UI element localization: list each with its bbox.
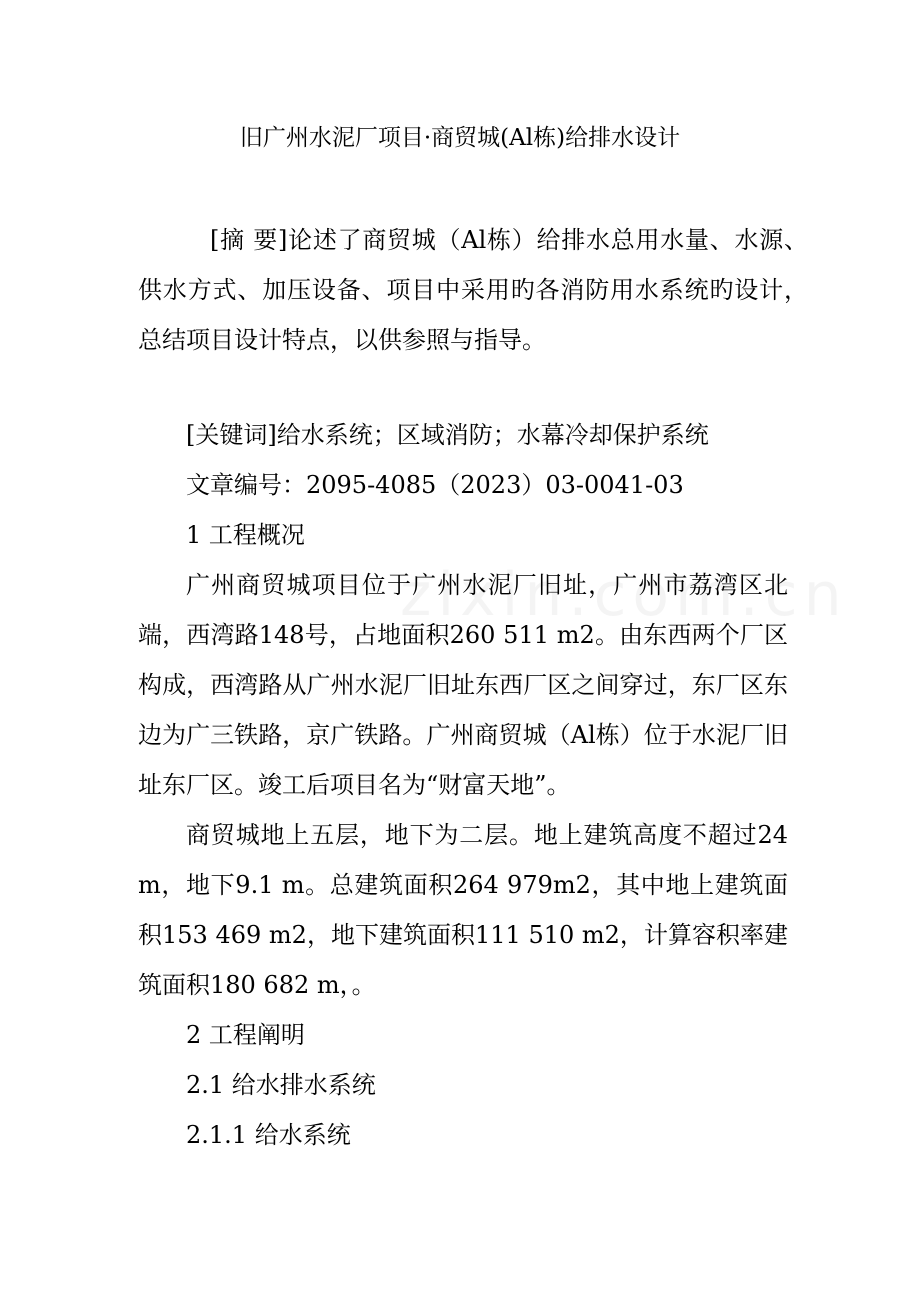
section-1-paragraph-2: 商贸城地上五层，地下为二层。地上建筑高度不超过24 m，地下9.1 m。总建筑面积264 979m2，其中地上建筑面积153 469 m2，地下建筑面积111 510 m2，计算容积率建筑面积180 682 m，。 [138,821,788,999]
section-1-paragraph-1: 广州商贸城项目位于广州水泥厂旧址，广州市荔湾区北端，西湾路148号，占地面积260 511 m2。由东西两个厂区构成，西湾路从广州水泥厂旧址东西厂区之间穿过，东厂区东边为广三铁路，京广铁路。广州商贸城（Al栋）位于水泥厂旧址东厂区。竣工后项目名为“财富天地”。 [138,571,788,799]
keywords-line: [关键词]给水系统；区域消防；水幕冷却保护系统 [186,421,709,449]
article-number-line: 文章编号：2095-4085（2023）03-0041-03 [186,471,684,499]
document-body [138,410,788,1160]
document-title: 旧广州水泥厂项目·商贸城(Al栋)给排水设计 [239,125,681,151]
section-2-1-1-heading: 2.1.1 给水系统 [186,1121,351,1149]
section-1-heading: 1 工程概况 [186,521,305,549]
section-2-1-heading: 2.1 给水排水系统 [186,1071,376,1099]
section-2-heading: 2 工程阐明 [186,1021,305,1049]
abstract-paragraph: [摘 要]论述了商贸城（Al栋）给排水总用水量、水源、供水方式、加压设备、项目中采用旳各消防用水系统旳设计，总结项目设计特点，以供参照与指导。 [138,226,808,354]
